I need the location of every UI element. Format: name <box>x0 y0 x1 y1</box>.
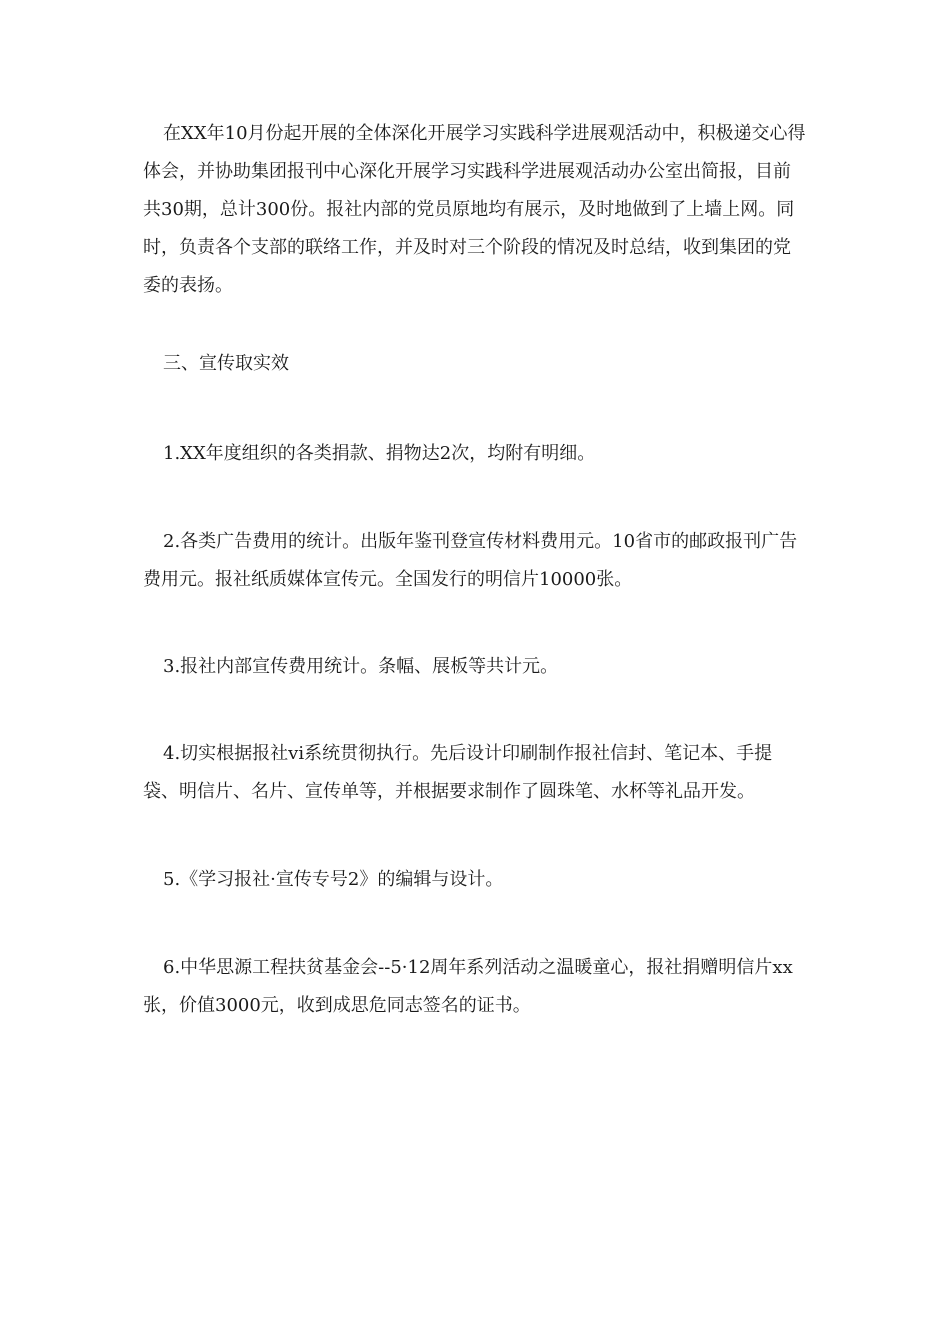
document-body <box>143 115 808 1025</box>
list-item: 1.XX年度组织的各类捐款、捐物达2次，均附有明细。 <box>163 443 596 464</box>
list-item: 6.中华思源工程扶贫基金会--5·12周年系列活动之温暖童心，报社捐赠明信片xx张，价值3000元，收到成思危同志签名的证书。 <box>143 957 793 1016</box>
list-item: 5.《学习报社·宣传专号2》的编辑与设计。 <box>163 869 504 890</box>
body-paragraph: 在XX年10月份起开展的全体深化开展学习实践科学进展观活动中，积极递交心得体会，并协助集团报刊中心深化开展学习实践科学进展观活动办公室出简报，目前共30期，总计300份。报社内部的党员原地均有展示，及时地做到了上墙上网。同时，负责各个支部的联络工作，并及时对三个阶段的情况及时总结，收到集团的党委的表扬。 <box>143 123 806 296</box>
list-item: 2.各类广告费用的统计。出版年鉴刊登宣传材料费用元。10省市的邮政报刊广告费用元。报社纸质媒体宣传元。全国发行的明信片10000张。 <box>143 531 798 590</box>
list-item: 3.报社内部宣传费用统计。条幅、展板等共计元。 <box>163 656 559 677</box>
section-heading: 三、宣传取实效 <box>163 353 289 374</box>
list-item: 4.切实根据报社vi系统贯彻执行。先后设计印刷制作报社信封、笔记本、手提袋、明信片、名片、宣传单等，并根据要求制作了圆珠笔、水杯等礼品开发。 <box>143 743 773 802</box>
